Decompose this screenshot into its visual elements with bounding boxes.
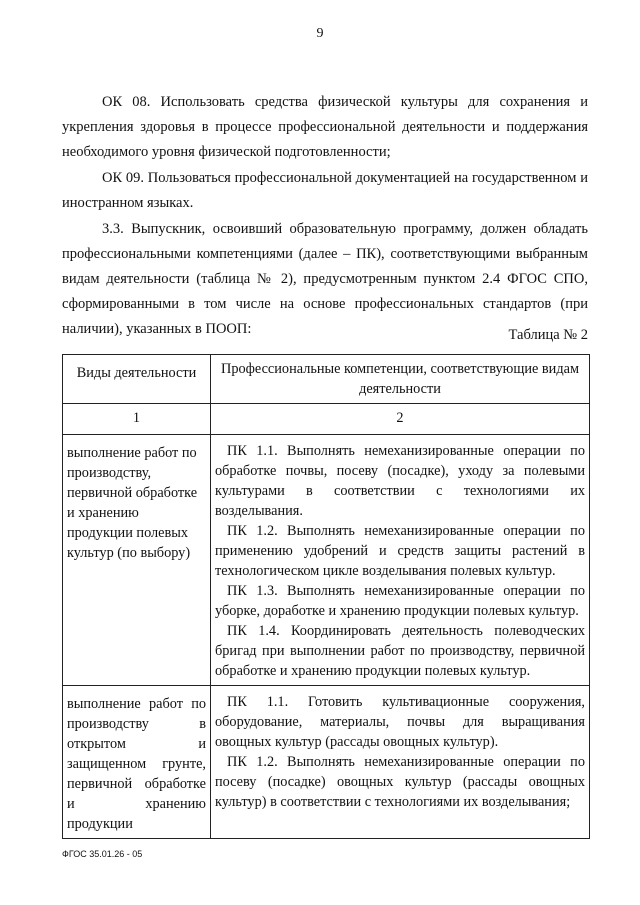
competence-table — [62, 354, 590, 839]
activity-cell: выполнение работ по производству в открытом и защищенном грунте, первичной обработке и хранению продукции — [63, 686, 211, 839]
header-competencies: Профессиональные компетенции, соответствующие видам деятельности — [211, 355, 590, 404]
document-footer: ФГОС 35.01.26 - 05 — [62, 849, 143, 859]
page-number: 9 — [316, 26, 324, 41]
table-row — [63, 435, 590, 686]
paragraph-ok09: ОК 09. Пользоваться профессиональной документацией на государственном и иностранном языках. — [62, 169, 588, 211]
table-row — [63, 686, 590, 839]
table-header-row — [63, 355, 590, 404]
competence-item: ПК 1.2. Выполнять немеханизированные операции по применению удобрений и средств защиты растений в технологическом цикле возделывания полевых культур. — [215, 523, 585, 579]
competence-cell — [211, 435, 590, 686]
column-number-2: 2 — [211, 404, 590, 435]
competence-cell — [211, 686, 590, 839]
table-caption: Таблица № 2 — [508, 327, 588, 343]
column-number-row — [63, 404, 590, 435]
column-number-1: 1 — [63, 404, 211, 435]
competence-item: ПК 1.1. Выполнять немеханизированные операции по обработке почвы, посеву (посадке), уходу за полевыми культурами в соответствии с технологиями их возделывания. — [215, 443, 585, 519]
header-activity: Виды деятельности — [63, 355, 211, 404]
competence-item: ПК 1.1. Готовить культивационные сооружения, оборудование, материалы, почвы для выращивания овощных культур (рассады овощных культур). — [215, 694, 585, 750]
paragraph-3-3: 3.3. Выпускник, освоивший образовательную программу, должен обладать профессиональными компетенциями (далее – ПК), соответствующими выбранным видам деятельности (таблица № 2), предусмотренным пунктом 2.4 ФГОС СПО, сформированными в том числе на основе профессиональных стандартов (при наличии), указанных в ПООП: — [62, 220, 588, 337]
competence-item: ПК 1.4. Координировать деятельность полеводческих бригад при выполнении работ по производству, первичной обработке и хранению продукции полевых культур. — [215, 623, 585, 679]
competence-item: ПК 1.3. Выполнять немеханизированные операции по уборке, доработке и хранению продукции полевых культур. — [215, 583, 585, 619]
competence-item: ПК 1.2. Выполнять немеханизированные операции по посеву (посадке) овощных культур (рассады овощных культур) в соответствии с технологиями их возделывания; — [215, 754, 585, 810]
paragraph-ok08: ОК 08. Использовать средства физической культуры для сохранения и укрепления здоровья в процессе профессиональной деятельности и поддержания необходимого уровня физической подготовленности; — [62, 93, 588, 160]
activity-cell: выполнение работ по производству, первичной обработке и хранению продукции полевых культур (по выбору) — [63, 435, 211, 686]
